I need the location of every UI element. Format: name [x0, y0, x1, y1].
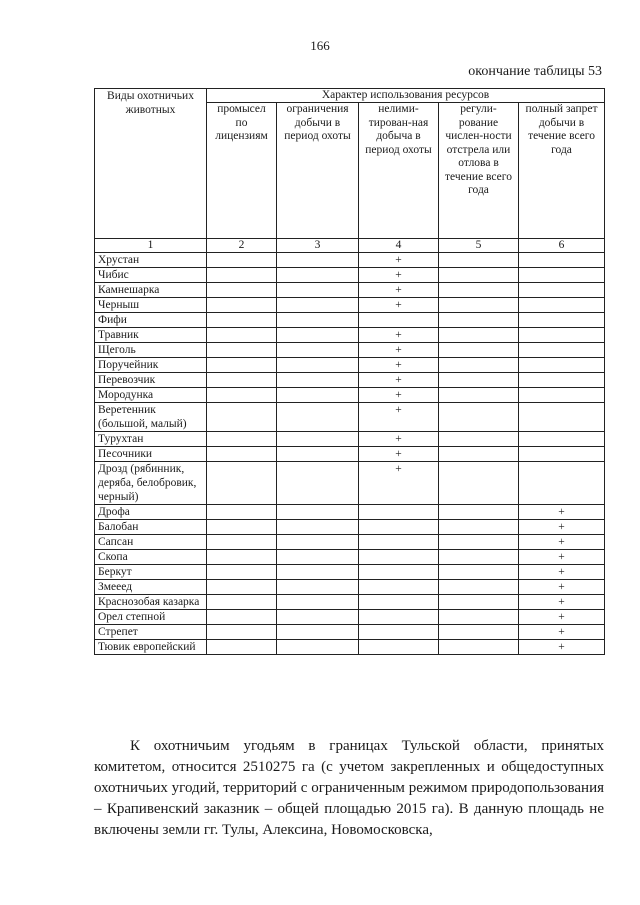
cell-full-ban: [519, 328, 605, 343]
cell-unlimited-take: +: [359, 462, 439, 505]
cell-population-regulation: [439, 432, 519, 447]
cell-full-ban: +: [519, 580, 605, 595]
column-number: 6: [519, 239, 605, 253]
cell-licensed-hunting: [207, 565, 277, 580]
body-paragraph: К охотничьим угодьям в границах Тульской области, принятых комитетом, относится 2510275 га (с учетом закрепленных и общедоступных охотничьих угодий, территорий с ограниченным режимом природопользования – Крапивенский заказник – общей площадью 2015 га). В данную площадь не включены земли гг. Тулы, Алексина, Новомосковска,: [94, 738, 604, 838]
cell-full-ban: [519, 388, 605, 403]
cell-population-regulation: [439, 505, 519, 520]
cell-population-regulation: [439, 358, 519, 373]
table-row: [95, 358, 605, 373]
column-number: 1: [95, 239, 207, 253]
species-name: Щеголь: [95, 343, 207, 358]
cell-licensed-hunting: [207, 403, 277, 432]
cell-unlimited-take: +: [359, 283, 439, 298]
species-name: Травник: [95, 328, 207, 343]
cell-season-limits: [277, 640, 359, 655]
table-row: [95, 550, 605, 565]
table-row: [95, 610, 605, 625]
cell-unlimited-take: +: [359, 388, 439, 403]
cell-unlimited-take: [359, 610, 439, 625]
cell-population-regulation: [439, 550, 519, 565]
cell-population-regulation: [439, 447, 519, 462]
species-name: Балобан: [95, 520, 207, 535]
cell-season-limits: [277, 253, 359, 268]
cell-season-limits: [277, 358, 359, 373]
cell-unlimited-take: +: [359, 358, 439, 373]
cell-population-regulation: [439, 565, 519, 580]
cell-licensed-hunting: [207, 313, 277, 328]
cell-full-ban: [519, 373, 605, 388]
cell-full-ban: [519, 358, 605, 373]
cell-licensed-hunting: [207, 358, 277, 373]
species-name: Мородунка: [95, 388, 207, 403]
species-name: Краснозобая казарка: [95, 595, 207, 610]
table-row: [95, 580, 605, 595]
cell-season-limits: [277, 535, 359, 550]
cell-full-ban: [519, 253, 605, 268]
cell-population-regulation: [439, 388, 519, 403]
resource-use-group-header: Характер использования ресурсов: [207, 89, 605, 103]
table-row: [95, 432, 605, 447]
species-name: Камнешарка: [95, 283, 207, 298]
cell-full-ban: +: [519, 550, 605, 565]
column-number: 4: [359, 239, 439, 253]
cell-licensed-hunting: [207, 343, 277, 358]
table-row: [95, 595, 605, 610]
cell-population-regulation: [439, 535, 519, 550]
cell-full-ban: [519, 343, 605, 358]
cell-full-ban: [519, 403, 605, 432]
cell-full-ban: +: [519, 595, 605, 610]
cell-licensed-hunting: [207, 462, 277, 505]
cell-season-limits: [277, 283, 359, 298]
column-header-season-limits: ограничения добычи в период охоты: [277, 103, 359, 239]
cell-licensed-hunting: [207, 625, 277, 640]
table-row: [95, 373, 605, 388]
cell-season-limits: [277, 388, 359, 403]
cell-licensed-hunting: [207, 535, 277, 550]
table-row: [95, 625, 605, 640]
table-row: [95, 565, 605, 580]
cell-season-limits: [277, 373, 359, 388]
cell-population-regulation: [439, 580, 519, 595]
cell-full-ban: [519, 462, 605, 505]
table-row: [95, 505, 605, 520]
column-header-licensed-hunting: промысел по лицензиям: [207, 103, 277, 239]
cell-population-regulation: [439, 283, 519, 298]
species-name: Тювик европейский: [95, 640, 207, 655]
cell-unlimited-take: [359, 550, 439, 565]
column-header-population-regulation: регули-рование числен-ности отстрела или отлова в течение всего года: [439, 103, 519, 239]
cell-population-regulation: [439, 520, 519, 535]
species-name: Сапсан: [95, 535, 207, 550]
cell-season-limits: [277, 447, 359, 462]
table-row: [95, 328, 605, 343]
species-name: Турухтан: [95, 432, 207, 447]
page-number: 166: [310, 38, 330, 53]
cell-season-limits: [277, 313, 359, 328]
cell-population-regulation: [439, 610, 519, 625]
cell-population-regulation: [439, 313, 519, 328]
cell-population-regulation: [439, 625, 519, 640]
cell-population-regulation: [439, 328, 519, 343]
table-row: [95, 253, 605, 268]
species-name: Поручейник: [95, 358, 207, 373]
cell-unlimited-take: +: [359, 253, 439, 268]
cell-full-ban: +: [519, 505, 605, 520]
column-number-row: [95, 239, 605, 253]
column-number: 2: [207, 239, 277, 253]
cell-unlimited-take: +: [359, 403, 439, 432]
cell-population-regulation: [439, 253, 519, 268]
table-row: [95, 313, 605, 328]
cell-unlimited-take: [359, 313, 439, 328]
species-name: Беркут: [95, 565, 207, 580]
cell-population-regulation: [439, 268, 519, 283]
cell-licensed-hunting: [207, 550, 277, 565]
cell-unlimited-take: [359, 520, 439, 535]
resource-use-table: [94, 88, 605, 655]
table-row: [95, 535, 605, 550]
cell-licensed-hunting: [207, 388, 277, 403]
cell-licensed-hunting: [207, 298, 277, 313]
table-row: [95, 462, 605, 505]
species-name: Песочники: [95, 447, 207, 462]
species-name: Стрепет: [95, 625, 207, 640]
cell-full-ban: [519, 313, 605, 328]
cell-unlimited-take: [359, 565, 439, 580]
cell-licensed-hunting: [207, 610, 277, 625]
species-name: Черныш: [95, 298, 207, 313]
cell-full-ban: +: [519, 520, 605, 535]
cell-unlimited-take: +: [359, 328, 439, 343]
cell-unlimited-take: [359, 640, 439, 655]
cell-unlimited-take: [359, 580, 439, 595]
cell-population-regulation: [439, 462, 519, 505]
cell-unlimited-take: +: [359, 343, 439, 358]
table-row: [95, 447, 605, 462]
table-row: [95, 640, 605, 655]
cell-full-ban: [519, 432, 605, 447]
table-row: [95, 283, 605, 298]
table-body: [95, 253, 605, 655]
cell-population-regulation: [439, 373, 519, 388]
cell-licensed-hunting: [207, 447, 277, 462]
species-name: Перевозчик: [95, 373, 207, 388]
body-text: [94, 736, 604, 841]
cell-unlimited-take: +: [359, 268, 439, 283]
species-name: Веретенник (большой, малый): [95, 403, 207, 432]
cell-full-ban: [519, 298, 605, 313]
table-row: [95, 520, 605, 535]
cell-full-ban: +: [519, 535, 605, 550]
cell-population-regulation: [439, 595, 519, 610]
cell-season-limits: [277, 343, 359, 358]
species-name: Змееед: [95, 580, 207, 595]
cell-unlimited-take: [359, 535, 439, 550]
species-name: Чибис: [95, 268, 207, 283]
species-name: Дрозд (рябинник, деряба, белобровик, черный): [95, 462, 207, 505]
column-number: 3: [277, 239, 359, 253]
cell-licensed-hunting: [207, 432, 277, 447]
table-row: [95, 388, 605, 403]
cell-season-limits: [277, 298, 359, 313]
cell-licensed-hunting: [207, 505, 277, 520]
cell-licensed-hunting: [207, 580, 277, 595]
cell-season-limits: [277, 550, 359, 565]
cell-licensed-hunting: [207, 328, 277, 343]
cell-unlimited-take: [359, 625, 439, 640]
cell-population-regulation: [439, 343, 519, 358]
column-number: 5: [439, 239, 519, 253]
cell-unlimited-take: +: [359, 432, 439, 447]
table-row: [95, 268, 605, 283]
species-name: Хрустан: [95, 253, 207, 268]
cell-full-ban: [519, 283, 605, 298]
species-name: Скопа: [95, 550, 207, 565]
cell-licensed-hunting: [207, 640, 277, 655]
table-row: [95, 403, 605, 432]
cell-season-limits: [277, 268, 359, 283]
cell-full-ban: [519, 447, 605, 462]
cell-full-ban: +: [519, 565, 605, 580]
cell-season-limits: [277, 328, 359, 343]
table-row: [95, 298, 605, 313]
cell-licensed-hunting: [207, 283, 277, 298]
cell-population-regulation: [439, 403, 519, 432]
column-header-full-ban: полный запрет добычи в течение всего года: [519, 103, 605, 239]
column-header-unlimited-take: нелими-тирован-ная добыча в период охоты: [359, 103, 439, 239]
cell-full-ban: +: [519, 625, 605, 640]
cell-season-limits: [277, 505, 359, 520]
cell-licensed-hunting: [207, 268, 277, 283]
table-caption: окончание таблицы 53: [468, 64, 602, 79]
cell-unlimited-take: [359, 595, 439, 610]
species-name: Орел степной: [95, 610, 207, 625]
cell-unlimited-take: [359, 505, 439, 520]
cell-licensed-hunting: [207, 253, 277, 268]
cell-season-limits: [277, 580, 359, 595]
cell-season-limits: [277, 462, 359, 505]
cell-licensed-hunting: [207, 373, 277, 388]
cell-full-ban: +: [519, 610, 605, 625]
cell-licensed-hunting: [207, 520, 277, 535]
cell-unlimited-take: +: [359, 298, 439, 313]
cell-unlimited-take: +: [359, 447, 439, 462]
cell-season-limits: [277, 432, 359, 447]
cell-season-limits: [277, 625, 359, 640]
cell-full-ban: +: [519, 640, 605, 655]
cell-full-ban: [519, 268, 605, 283]
table-row: [95, 343, 605, 358]
cell-population-regulation: [439, 640, 519, 655]
cell-season-limits: [277, 520, 359, 535]
cell-season-limits: [277, 610, 359, 625]
cell-season-limits: [277, 595, 359, 610]
cell-unlimited-take: +: [359, 373, 439, 388]
cell-season-limits: [277, 565, 359, 580]
species-column-header: Виды охотничьих животных: [95, 89, 207, 239]
cell-season-limits: [277, 403, 359, 432]
cell-population-regulation: [439, 298, 519, 313]
species-name: Дрофа: [95, 505, 207, 520]
species-name: Фифи: [95, 313, 207, 328]
cell-licensed-hunting: [207, 595, 277, 610]
